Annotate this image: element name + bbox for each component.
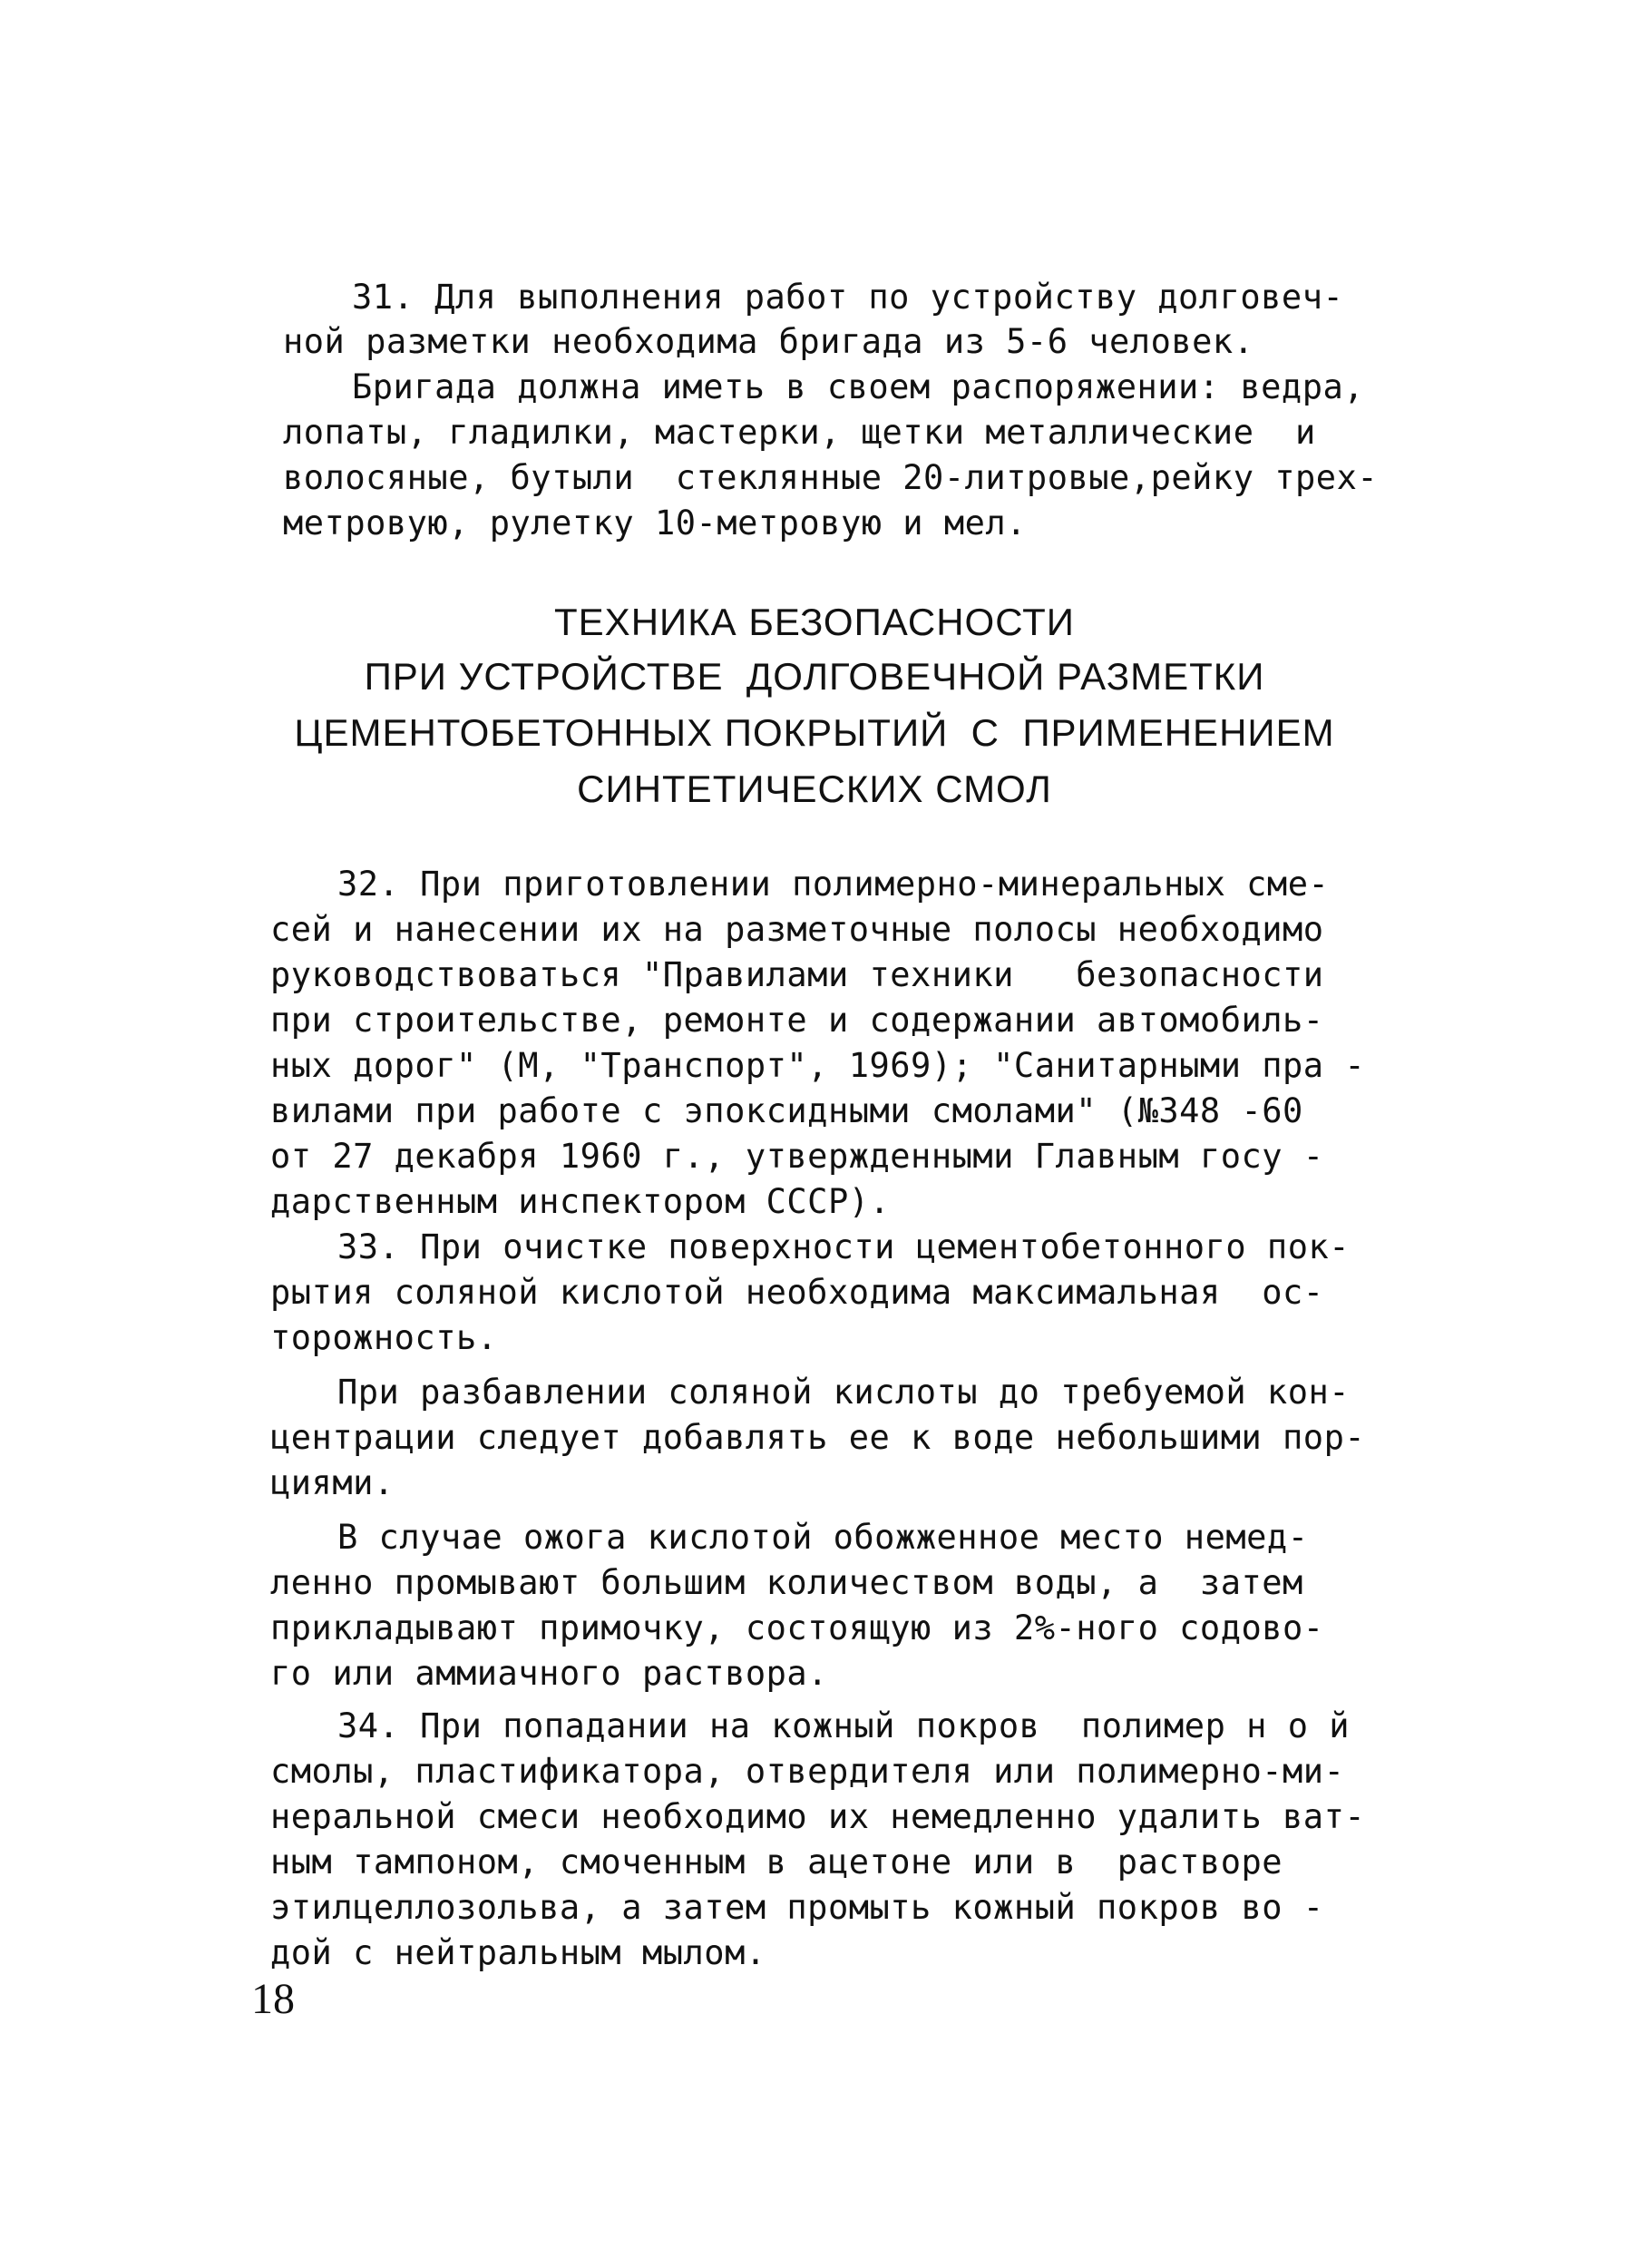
text-line: ным тампоном, смоченным в ацетоне или в растворе xyxy=(270,1843,1283,1882)
text-line: рытия соляной кислотой необходима максимальная ос- xyxy=(270,1273,1324,1312)
heading-line: ТЕХНИКА БЕЗОПАСНОСТИ xyxy=(554,601,1075,643)
text-line: вилами при работе с эпоксидными смолами" (№348 -60 xyxy=(270,1091,1303,1130)
text-line: при строительстве, ремонте и содержании автомобиль- xyxy=(270,1001,1324,1040)
page-number: 18 xyxy=(251,1975,295,2023)
text-line: циями. xyxy=(270,1463,395,1502)
text-line: дарственным инспектором СССР). xyxy=(270,1182,891,1221)
text-line: дой с нейтральным мылом. xyxy=(270,1933,766,1972)
text-line: Бригада должна иметь в своем распоряжении: ведра, xyxy=(352,367,1365,406)
text-line: го или аммиачного раствора. xyxy=(270,1654,828,1693)
heading-line: ЦЕМЕНТОБЕТОННЫХ ПОКРЫТИЙ С ПРИМЕНЕНИЕМ xyxy=(294,711,1335,754)
text-line: 33. При очистке поверхности цементобетонного пок- xyxy=(337,1227,1351,1266)
text-line: В случае ожога кислотой обожженное место немед- xyxy=(337,1518,1309,1557)
heading-line: СИНТЕТИЧЕСКИХ СМОЛ xyxy=(577,767,1052,810)
text-line: лопаты, гладилки, мастерки, щетки металлические и xyxy=(283,413,1316,452)
text-line: ных дорог" (М, "Транспорт", 1969); "Санитарными пра - xyxy=(270,1046,1366,1085)
text-line: от 27 декабря 1960 г., утвержденными Главным госу - xyxy=(270,1137,1324,1176)
text-line: центрации следует добавлять ее к воде небольшими пор- xyxy=(270,1418,1366,1457)
text-line: ной разметки необходима бригада из 5-6 человек. xyxy=(283,322,1254,361)
heading-line: ПРИ УСТРОЙСТВЕ ДОЛГОВЕЧНОЙ РАЗМЕТКИ xyxy=(364,655,1265,698)
text-line: смолы, пластификатора, отвердителя или полимерно-ми- xyxy=(270,1752,1345,1791)
text-line: 32. При приготовлении полимерно-минеральных сме- xyxy=(337,865,1330,904)
text-line: 31. Для выполнения работ по устройству долговеч- xyxy=(352,278,1344,317)
text-line: ленно промывают большим количеством воды, а затем xyxy=(270,1563,1303,1602)
text-line: волосяные, бутыли стеклянные 20-литровые,рейку трех- xyxy=(283,458,1379,497)
text-line: руководствоваться "Правилами техники безопасности xyxy=(270,955,1324,994)
text-line: неральной смеси необходимо их немедленно удалить ват- xyxy=(270,1797,1366,1836)
text-line: прикладывают примочку, состоящую из 2%-ного содово- xyxy=(270,1608,1324,1647)
text-line: 34. При попадании на кожный покров полимер н о й xyxy=(337,1706,1351,1745)
text-line: торожность. xyxy=(270,1318,498,1357)
text-line: метровую, рулетку 10-метровую и мел. xyxy=(283,503,1027,543)
text-line: сей и нанесении их на разметочные полосы необходимо xyxy=(270,910,1324,949)
text-line: этилцеллозольва, а затем промыть кожный покров во - xyxy=(270,1888,1324,1927)
text-line: При разбавлении соляной кислоты до требуемой кон- xyxy=(337,1373,1351,1412)
